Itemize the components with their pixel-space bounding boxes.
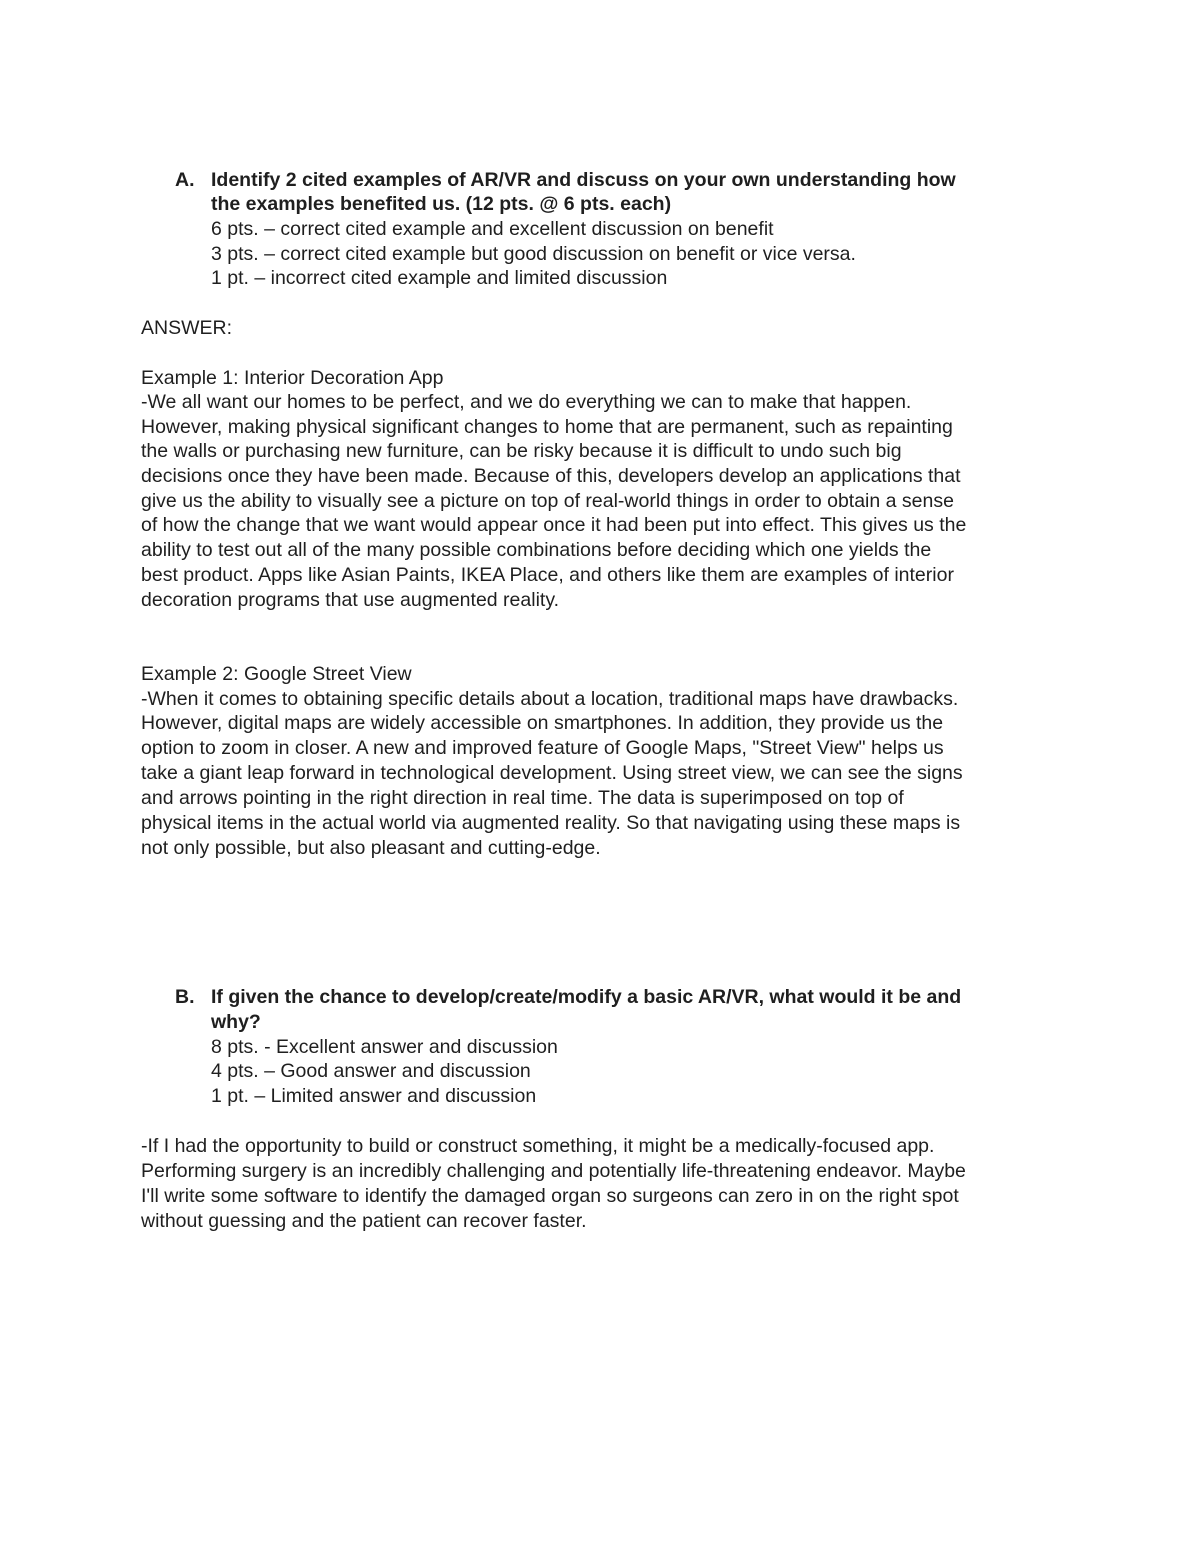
answer-b-text-line: without guessing and the patient can recover faster.	[141, 1210, 587, 1232]
section-b-question-line-2: why?	[211, 1011, 261, 1033]
answer-label: ANSWER:	[141, 317, 233, 339]
section-b-rubric-item: 1 pt. – Limited answer and discussion	[211, 1085, 537, 1107]
section-a-rubric-item: 3 pts. – correct cited example but good discussion on benefit or vice versa.	[211, 243, 856, 265]
section-b-question-line-1: If given the chance to develop/create/modify a basic AR/VR, what would it be and	[211, 986, 962, 1008]
example-1-text-line: ability to test out all of the many possible combinations before deciding which one yields the	[141, 539, 932, 561]
example-2-text-line: and arrows pointing in the right direction in real time. The data is superimposed on top of	[141, 787, 904, 809]
section-a-question-line-1: Identify 2 cited examples of AR/VR and discuss on your own understanding how	[211, 169, 956, 191]
example-2-text-line: option to zoom in closer. A new and improved feature of Google Maps, "Street View" helps us	[141, 737, 944, 759]
answer-b-text-line: -If I had the opportunity to build or construct something, it might be a medically-focused app.	[141, 1135, 935, 1157]
answer-b-text-line: I'll write some software to identify the damaged organ so surgeons can zero in on the right spot	[141, 1185, 959, 1207]
example-2-text-line: However, digital maps are widely accessible on smartphones. In addition, they provide us the	[141, 712, 944, 734]
section-b-rubric-item: 4 pts. – Good answer and discussion	[211, 1060, 531, 1082]
example-1-text-line: However, making physical significant changes to home that are permanent, such as repainting	[141, 416, 953, 438]
section-a-rubric-item: 1 pt. – incorrect cited example and limited discussion	[211, 267, 668, 289]
section-a-rubric-item: 6 pts. – correct cited example and excellent discussion on benefit	[211, 218, 774, 240]
example-1-text-line: decoration programs that use augmented reality.	[141, 589, 560, 611]
section-a-letter: A.	[175, 169, 195, 191]
example-2-text-line: not only possible, but also pleasant and cutting-edge.	[141, 837, 601, 859]
example-2-text-line: take a giant leap forward in technological development. Using street view, we can see the signs	[141, 762, 963, 784]
example-1-text-line: best product. Apps like Asian Paints, IKEA Place, and others like them are examples of interior	[141, 564, 954, 586]
example-2-title: Example 2: Google Street View	[141, 663, 412, 685]
example-1-text-line: give us the ability to visually see a picture on top of real-world things in order to obtain a sense	[141, 490, 954, 512]
section-b-rubric-item: 8 pts. - Excellent answer and discussion	[211, 1036, 558, 1058]
example-1-title: Example 1: Interior Decoration App	[141, 367, 444, 389]
example-2-text-line: physical items in the actual world via augmented reality. So that navigating using these maps is	[141, 812, 961, 834]
section-b-letter: B.	[175, 986, 195, 1008]
example-1-text-line: the walls or purchasing new furniture, can be risky because it is difficult to undo such big	[141, 440, 902, 462]
example-1-text-line: decisions once they have been made. Because of this, developers develop an applications that	[141, 465, 961, 487]
example-2-text-line: -When it comes to obtaining specific details about a location, traditional maps have drawbacks.	[141, 688, 959, 710]
example-1-text-line: -We all want our homes to be perfect, and we do everything we can to make that happen.	[141, 391, 912, 413]
section-a-question-line-2: the examples benefited us. (12 pts. @ 6 pts. each)	[211, 193, 672, 215]
example-1-text-line: of how the change that we want would appear once it had been put into effect. This gives us the	[141, 514, 967, 536]
answer-b-text-line: Performing surgery is an incredibly challenging and potentially life-threatening endeavor. Maybe	[141, 1160, 966, 1182]
